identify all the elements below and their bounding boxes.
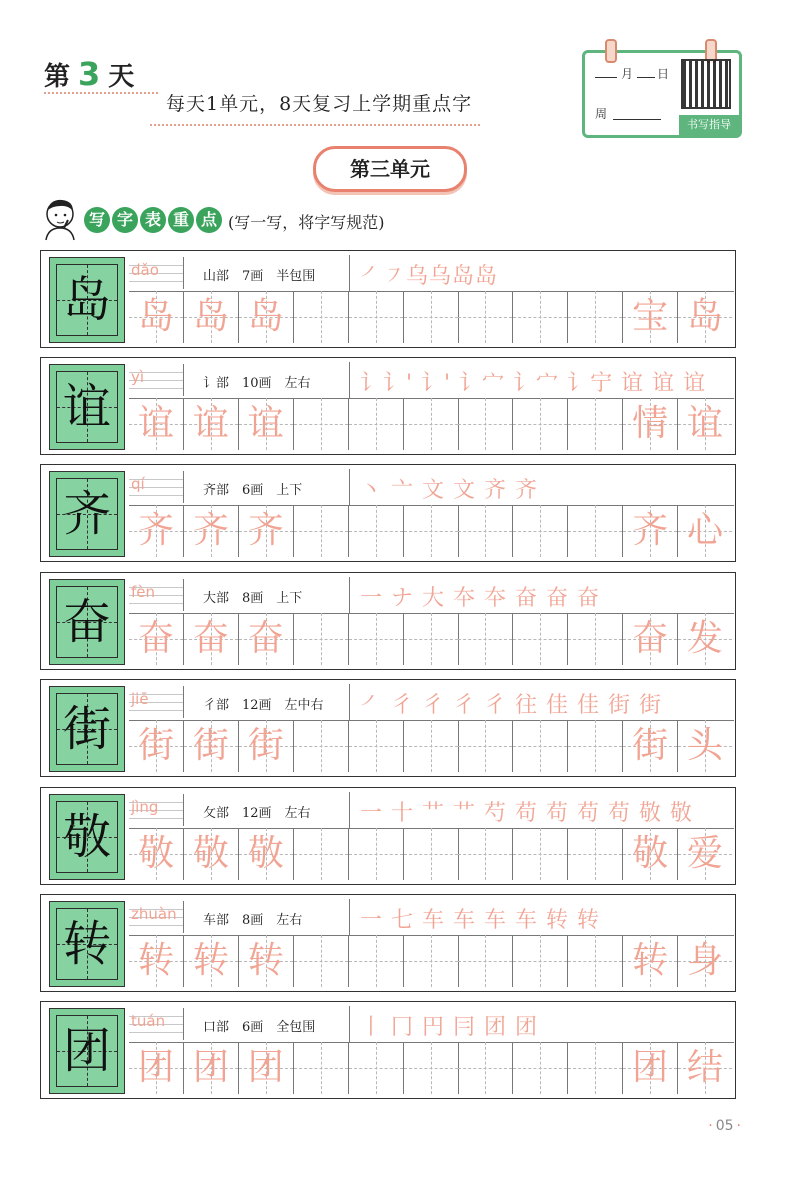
day-suffix: 天 [108, 62, 137, 92]
writing-cell[interactable] [458, 291, 513, 343]
blank-practice [294, 1042, 348, 1094]
pinyin: qí [131, 475, 145, 493]
trace-character: 齐 [247, 510, 284, 551]
model-character-box [49, 794, 125, 880]
boy-thinking-icon [38, 196, 84, 242]
pinyin-lines [129, 364, 184, 396]
writing-cell[interactable] [513, 505, 568, 557]
blank-practice [513, 720, 567, 772]
character-info [129, 1006, 349, 1043]
radical-strokes-structure: 彳部 12画 左中右 [203, 698, 324, 713]
trace-character: 转 [137, 940, 174, 981]
pinyin: dǎo [131, 261, 159, 279]
writing-cell[interactable] [349, 1042, 404, 1094]
writing-cell[interactable] [513, 828, 568, 880]
writing-grid [129, 398, 733, 450]
practice-row [40, 250, 736, 348]
week-label: 周 [595, 107, 608, 121]
section-title-char: 点 [196, 207, 222, 233]
practice-row [40, 572, 736, 670]
trace-character: 岛 [247, 296, 284, 337]
blank-practice [458, 720, 512, 772]
radical-strokes-structure: 大部 8画 上下 [203, 591, 303, 606]
writing-cell[interactable] [458, 720, 513, 772]
writing-cell[interactable] [294, 935, 349, 987]
writing-cell[interactable] [239, 291, 294, 343]
page-number: · 05 · [705, 1118, 744, 1134]
blank-practice [404, 828, 458, 880]
writing-cell[interactable] [404, 828, 459, 880]
day-blank[interactable] [637, 77, 655, 78]
trace-character: 情 [632, 403, 669, 444]
trace-character: 奋 [137, 618, 174, 659]
binder-ring [605, 39, 617, 63]
writing-cell[interactable] [349, 828, 404, 880]
writing-cell[interactable] [568, 291, 623, 343]
pinyin: tuán [131, 1012, 166, 1030]
writing-cell[interactable] [349, 935, 404, 987]
trace-character: 团 [632, 1047, 669, 1088]
writing-cell[interactable] [678, 1042, 732, 1094]
model-character-box [49, 686, 125, 772]
trace-character: 街 [632, 725, 669, 766]
day-label-text: 日 [657, 67, 670, 81]
writing-cell[interactable] [513, 935, 568, 987]
pinyin-lines [129, 686, 184, 718]
writing-cell[interactable] [129, 613, 184, 665]
pinyin-lines [129, 471, 184, 503]
blank-practice [294, 720, 348, 772]
writing-cell[interactable] [349, 505, 404, 557]
writing-cell[interactable] [404, 505, 459, 557]
model-character: 谊 [62, 379, 111, 435]
writing-grid [129, 828, 733, 880]
writing-cell[interactable] [129, 720, 184, 772]
radical-strokes-structure: 讠部 10画 左右 [203, 376, 311, 391]
blank-practice [404, 935, 458, 987]
writing-cell[interactable] [184, 1042, 239, 1094]
trace-character: 街 [247, 725, 284, 766]
blank-practice [404, 505, 458, 557]
trace-character: 岛 [192, 296, 229, 337]
writing-cell[interactable] [294, 291, 349, 343]
writing-cell[interactable] [404, 720, 459, 772]
writing-cell[interactable] [458, 613, 513, 665]
model-character-box [49, 364, 125, 450]
blank-practice [568, 720, 622, 772]
date-card [582, 50, 742, 138]
blank-practice [513, 935, 567, 987]
pinyin-lines [129, 579, 184, 611]
writing-cell[interactable] [623, 505, 678, 557]
page-subtitle: 每天1单元，8天复习上学期重点字 [160, 89, 478, 116]
trace-character: 齐 [632, 510, 669, 551]
stroke-order: 讠讠' 讠' 讠宀 讠宀 讠宁 谊 谊 谊 [360, 371, 707, 396]
character-info [129, 899, 349, 936]
trace-character: 谊 [137, 403, 174, 444]
blank-practice [513, 828, 567, 880]
blank-practice [513, 398, 567, 450]
blank-practice [568, 828, 622, 880]
writing-cell[interactable] [623, 291, 678, 343]
writing-cell[interactable] [239, 505, 294, 557]
pinyin-lines [129, 794, 184, 826]
writing-cell[interactable] [458, 935, 513, 987]
blank-practice [568, 505, 622, 557]
writing-cell[interactable] [568, 613, 623, 665]
blank-practice [294, 505, 348, 557]
trace-character: 转 [192, 940, 229, 981]
trace-character: 宝 [632, 296, 669, 337]
writing-cell[interactable] [184, 720, 239, 772]
writing-cell[interactable] [513, 398, 568, 450]
day-number: 3 [78, 55, 103, 93]
trace-character: 心 [686, 510, 723, 551]
month-blank[interactable] [595, 77, 617, 78]
blank-practice [458, 1042, 512, 1094]
model-character: 街 [62, 701, 111, 757]
practice-row [40, 787, 736, 885]
stroke-order-area [349, 362, 734, 399]
writing-cell[interactable] [513, 720, 568, 772]
writing-cell[interactable] [239, 1042, 294, 1094]
model-character: 转 [62, 916, 111, 972]
writing-cell[interactable] [184, 291, 239, 343]
radical-strokes-structure: 山部 7画 半包围 [203, 269, 316, 284]
trace-character: 敬 [632, 833, 669, 874]
writing-cell[interactable] [404, 935, 459, 987]
blank-practice [513, 1042, 567, 1094]
pinyin-lines [129, 257, 184, 289]
blank-practice [458, 935, 512, 987]
trace-character: 谊 [247, 403, 284, 444]
stroke-order: 一 ナ 大 夲 夲 奋 奋 奋 [360, 586, 600, 611]
pinyin: fèn [131, 583, 156, 601]
radical-strokes-structure: 攵部 12画 左右 [203, 806, 311, 821]
trace-character: 头 [686, 725, 723, 766]
writing-cell[interactable] [349, 720, 404, 772]
blank-practice [513, 613, 567, 665]
writing-cell[interactable] [678, 291, 732, 343]
blank-practice [294, 291, 348, 343]
stroke-order-area [349, 255, 734, 292]
writing-cell[interactable] [404, 613, 459, 665]
trace-character: 团 [192, 1047, 229, 1088]
writing-cell[interactable] [678, 828, 732, 880]
pinyin: jìng [131, 798, 159, 816]
writing-cell[interactable] [513, 291, 568, 343]
writing-cell[interactable] [623, 1042, 678, 1094]
writing-cell[interactable] [513, 1042, 568, 1094]
writing-cell[interactable] [623, 828, 678, 880]
writing-cell[interactable] [513, 613, 568, 665]
writing-cell[interactable] [129, 935, 184, 987]
unit-title: 第三单元 [313, 146, 467, 192]
character-info [129, 469, 349, 506]
pinyin-lines [129, 901, 184, 933]
character-info [129, 362, 349, 399]
blank-practice [294, 935, 348, 987]
writing-cell[interactable] [239, 720, 294, 772]
blank-practice [458, 505, 512, 557]
writing-grid [129, 613, 733, 665]
trace-character: 街 [137, 725, 174, 766]
writing-cell[interactable] [678, 720, 732, 772]
blank-practice [458, 613, 512, 665]
trace-character: 转 [247, 940, 284, 981]
pinyin: jiē [131, 690, 149, 708]
trace-character: 谊 [192, 403, 229, 444]
stroke-order-area [349, 792, 734, 829]
radical-strokes-structure: 齐部 6画 上下 [203, 483, 303, 498]
writing-cell[interactable] [568, 398, 623, 450]
model-character: 奋 [62, 594, 111, 650]
trace-character: 敬 [137, 833, 174, 874]
writing-cell[interactable] [129, 828, 184, 880]
blank-practice [568, 613, 622, 665]
week-blank[interactable] [613, 119, 661, 120]
blank-practice [568, 935, 622, 987]
radical-strokes-structure: 口部 6画 全包围 [203, 1020, 316, 1035]
writing-cell[interactable] [294, 720, 349, 772]
writing-cell[interactable] [239, 935, 294, 987]
trace-character: 发 [686, 618, 723, 659]
trace-character: 齐 [192, 510, 229, 551]
character-info [129, 684, 349, 721]
stroke-order: 一 七 车 车 车 车 转 转 [360, 908, 600, 933]
blank-practice [349, 613, 403, 665]
writing-cell[interactable] [623, 935, 678, 987]
model-character-box [49, 901, 125, 987]
blank-practice [294, 828, 348, 880]
writing-cell[interactable] [239, 828, 294, 880]
writing-cell[interactable] [129, 505, 184, 557]
writing-cell[interactable] [404, 1042, 459, 1094]
trace-character: 奋 [247, 618, 284, 659]
writing-cell[interactable] [294, 505, 349, 557]
blank-practice [349, 720, 403, 772]
stroke-order: ㇒㇇乌乌岛岛 [360, 264, 499, 289]
writing-grid [129, 505, 733, 557]
writing-cell[interactable] [623, 613, 678, 665]
writing-cell[interactable] [184, 613, 239, 665]
trace-character: 团 [247, 1047, 284, 1088]
writing-grid [129, 720, 733, 772]
model-character-box [49, 257, 125, 343]
writing-cell[interactable] [623, 720, 678, 772]
stroke-order: ㇒ 彳 彳 彳 彳 往 佳 佳 街 街 [360, 693, 662, 718]
writing-cell[interactable] [404, 291, 459, 343]
trace-character: 奋 [632, 618, 669, 659]
model-character: 齐 [62, 486, 111, 542]
stroke-order-area [349, 684, 734, 721]
writing-cell[interactable] [623, 398, 678, 450]
trace-character: 敬 [247, 833, 284, 874]
writing-cell[interactable] [129, 398, 184, 450]
section-title [84, 207, 222, 233]
stroke-order-area [349, 899, 734, 936]
writing-cell[interactable] [568, 935, 623, 987]
blank-practice [513, 505, 567, 557]
model-character: 团 [62, 1023, 111, 1079]
trace-character: 岛 [686, 296, 723, 337]
day-label [44, 55, 136, 93]
writing-grid [129, 291, 733, 343]
trace-character: 谊 [686, 403, 723, 444]
writing-cell[interactable] [184, 935, 239, 987]
blank-practice [349, 398, 403, 450]
practice-row [40, 679, 736, 777]
writing-grid [129, 1042, 733, 1094]
trace-character: 岛 [137, 296, 174, 337]
stroke-order-area [349, 1006, 734, 1043]
pinyin: zhuàn [131, 905, 177, 923]
writing-cell[interactable] [458, 398, 513, 450]
trace-character: 结 [686, 1047, 723, 1088]
blank-practice [349, 291, 403, 343]
blank-practice [294, 613, 348, 665]
qr-code-icon[interactable] [681, 59, 731, 109]
writing-cell[interactable] [568, 828, 623, 880]
writing-cell[interactable] [678, 935, 732, 987]
radical-strokes-structure: 车部 8画 左右 [203, 913, 303, 928]
character-info [129, 792, 349, 829]
blank-practice [404, 398, 458, 450]
practice-row [40, 894, 736, 992]
trace-character: 齐 [137, 510, 174, 551]
blank-practice [458, 398, 512, 450]
day-prefix: 第 [44, 62, 73, 92]
character-info [129, 577, 349, 614]
blank-practice [404, 1042, 458, 1094]
blank-practice [349, 828, 403, 880]
character-info [129, 255, 349, 292]
section-title-char: 写 [84, 207, 110, 233]
subtitle-underline [150, 124, 480, 126]
blank-practice [568, 1042, 622, 1094]
stroke-order-area [349, 469, 734, 506]
writing-cell[interactable] [239, 398, 294, 450]
writing-grid [129, 935, 733, 987]
writing-cell[interactable] [129, 1042, 184, 1094]
model-character: 敬 [62, 809, 111, 865]
blank-practice [349, 505, 403, 557]
writing-cell[interactable] [568, 720, 623, 772]
blank-practice [458, 291, 512, 343]
month-label: 月 [621, 67, 634, 81]
writing-cell[interactable] [184, 505, 239, 557]
writing-cell[interactable] [294, 828, 349, 880]
writing-cell[interactable] [294, 1042, 349, 1094]
writing-cell[interactable] [458, 828, 513, 880]
writing-cell[interactable] [184, 398, 239, 450]
blank-practice [404, 613, 458, 665]
writing-cell[interactable] [678, 613, 732, 665]
pinyin-lines [129, 1008, 184, 1040]
writing-cell[interactable] [458, 1042, 513, 1094]
practice-row [40, 357, 736, 455]
writing-cell[interactable] [678, 398, 732, 450]
blank-practice [404, 720, 458, 772]
section-title-char: 字 [112, 207, 138, 233]
writing-cell[interactable] [404, 398, 459, 450]
writing-cell[interactable] [129, 291, 184, 343]
writing-cell[interactable] [294, 613, 349, 665]
blank-practice [349, 935, 403, 987]
blank-practice [349, 1042, 403, 1094]
writing-cell[interactable] [239, 613, 294, 665]
stroke-order: 丶 亠 文 文 齐 齐 [360, 478, 538, 503]
trace-character: 敬 [192, 833, 229, 874]
model-character-box [49, 1008, 125, 1094]
trace-character: 奋 [192, 618, 229, 659]
stroke-order: 一 十 艹 艹 芍 苟 苟 苟 苟 敬 敬 [360, 801, 693, 826]
model-character-box [49, 471, 125, 557]
writing-cell[interactable] [184, 828, 239, 880]
writing-cell[interactable] [568, 505, 623, 557]
qr-caption: 书写指导 [679, 115, 739, 135]
practice-row [40, 464, 736, 562]
trace-character: 团 [137, 1047, 174, 1088]
section-title-char: 表 [140, 207, 166, 233]
writing-cell[interactable] [349, 613, 404, 665]
blank-practice [458, 828, 512, 880]
section-note: (写一写，将字写规范) [228, 213, 385, 232]
writing-cell[interactable] [294, 398, 349, 450]
trace-character: 身 [686, 940, 723, 981]
section-title-char: 重 [168, 207, 194, 233]
trace-character: 爱 [686, 833, 723, 874]
practice-row [40, 1001, 736, 1099]
blank-practice [513, 291, 567, 343]
writing-cell[interactable] [458, 505, 513, 557]
trace-character: 街 [192, 725, 229, 766]
stroke-order: 丨 冂 円 冃 团 团 [360, 1015, 538, 1040]
pinyin: yì [131, 368, 145, 386]
blank-practice [568, 291, 622, 343]
writing-cell[interactable] [678, 505, 732, 557]
writing-cell[interactable] [349, 291, 404, 343]
trace-character: 转 [632, 940, 669, 981]
model-character-box [49, 579, 125, 665]
blank-practice [568, 398, 622, 450]
blank-practice [294, 398, 348, 450]
model-character: 岛 [62, 272, 111, 328]
writing-cell[interactable] [568, 1042, 623, 1094]
blank-practice [404, 291, 458, 343]
writing-cell[interactable] [349, 398, 404, 450]
stroke-order-area [349, 577, 734, 614]
